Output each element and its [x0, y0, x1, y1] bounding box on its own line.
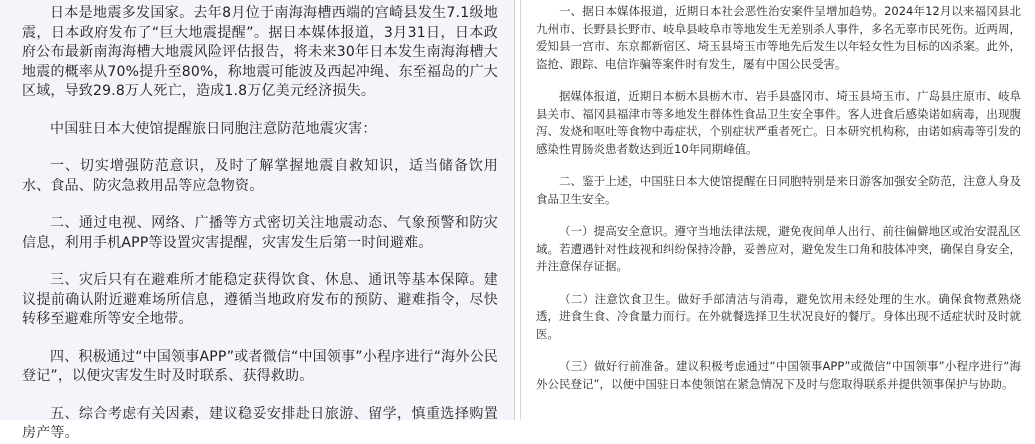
right-paragraph-reminder: 二、鉴于上述，中国驻日本大使馆提醒在日同胞特别是来日游客加强安全防范，注意人身及食品卫生安全。	[536, 174, 1021, 206]
right-article-body	[536, 3, 1021, 393]
left-paragraph-item-3: 三、灾后只有在避难所才能稳定获得饮食、休息、通讯等基本保障。建议提前确认附近避难场所信息，遵循当地政府发布的预防、避难指令，尽快转移至避难所等安全地带。	[22, 272, 498, 327]
right-article-panel	[520, 0, 1035, 420]
left-article-panel	[0, 0, 515, 441]
right-paragraph-item-3: （三）做好行前准备。建议积极考虑通过“中国领事APP”或微信“中国领事”小程序进行“海外公民登记”，以便中国驻日本使领馆在紧急情况下及时与您取得联系并提供领事保护与协助。	[536, 359, 1021, 391]
left-paragraph-item-1: 一、切实增强防范意识，及时了解掌握地震自救知识，适当储备饮用水、食品、防灾急救用品等应急物资。	[22, 158, 498, 194]
left-paragraph-reminder-heading: 中国驻日本大使馆提醒旅日同胞注意防范地震灾害：	[50, 120, 377, 137]
left-paragraph-item-2: 二、通过电视、网络、广播等方式密切关注地震动态、气象预警和防灾信息，利用手机APP等设置灾害提醒，灾害发生后第一时间避难。	[22, 215, 498, 251]
right-paragraph-item-1: （一）提高安全意识。遵守当地法律法规，避免夜间单人出行、前往偏僻地区或治安混乱区域。若遭遇针对性歧视和纠纷保持冷静，妥善应对，避免发生口角和肢体冲突，确保自身安全，并注意保存证据。	[536, 224, 1021, 273]
left-paragraph-intro: 日本是地震多发国家。去年8月位于南海海槽西端的宫崎县发生7.1级地震，日本政府发布了“巨大地震提醒”。据日本媒体报道，3月31日，日本政府公布最新南海海槽大地震风险评估报告，将未来30年日本发生南海海槽大地震的概率从70%提升至80%，称地震可能波及西起冲绳、东至福岛的广大区域，导致29.8万人死亡，造成1.8万亿美元经济损失。	[22, 5, 498, 99]
left-paragraph-item-5: 五、综合考虑有关因素，建议稳妥安排赴日旅游、留学，慎重选择购置房产等。	[22, 405, 498, 441]
right-paragraph-item-2: （二）注意饮食卫生。做好手部清洁与消毒，避免饮用未经处理的生水。确保食物煮熟烧透，进食生食、冷食量力而行。在外就餐选择卫生状况良好的餐厅。身体出现不适症状时及时就医。	[536, 291, 1021, 341]
right-paragraph-food-safety: 据媒体报道，近期日本栃木县栃木市、岩手县盛冈市、埼玉县埼玉市、广岛县庄原市、岐阜县关市、福冈县福津市等多地发生群体性食品卫生安全事件。客人进食后感染诺如病毒，出现腹泻、发烧和呕吐等食物中毒症状，个别症状严重者死亡。日本研究机构称，由诺如病毒等引发的感染性胃肠炎患者数达到近10年同期峰值。	[536, 89, 1021, 156]
left-article-body	[22, 4, 498, 444]
left-paragraph-item-4: 四、积极通过“中国领事APP”或者微信“中国领事”小程序进行“海外公民登记”，以便灾害发生时及时联系、获得救助。	[22, 348, 498, 384]
right-paragraph-security-cases: 一、据日本媒体报道，近期日本社会恶性治安案件呈增加趋势。2024年12月以来福冈县北九州市、长野县长野市、岐阜县岐阜市等地发生无差别杀人事件，多名无辜市民死伤。近两周，爱知县一宫市、东京都新宿区、埼玉县埼玉市等地先后发生以年轻女性为目标的凶杀案。此外，盗抢、跟踪、电信诈骗等案件时有发生，屡有中国公民受害。	[536, 4, 1021, 71]
